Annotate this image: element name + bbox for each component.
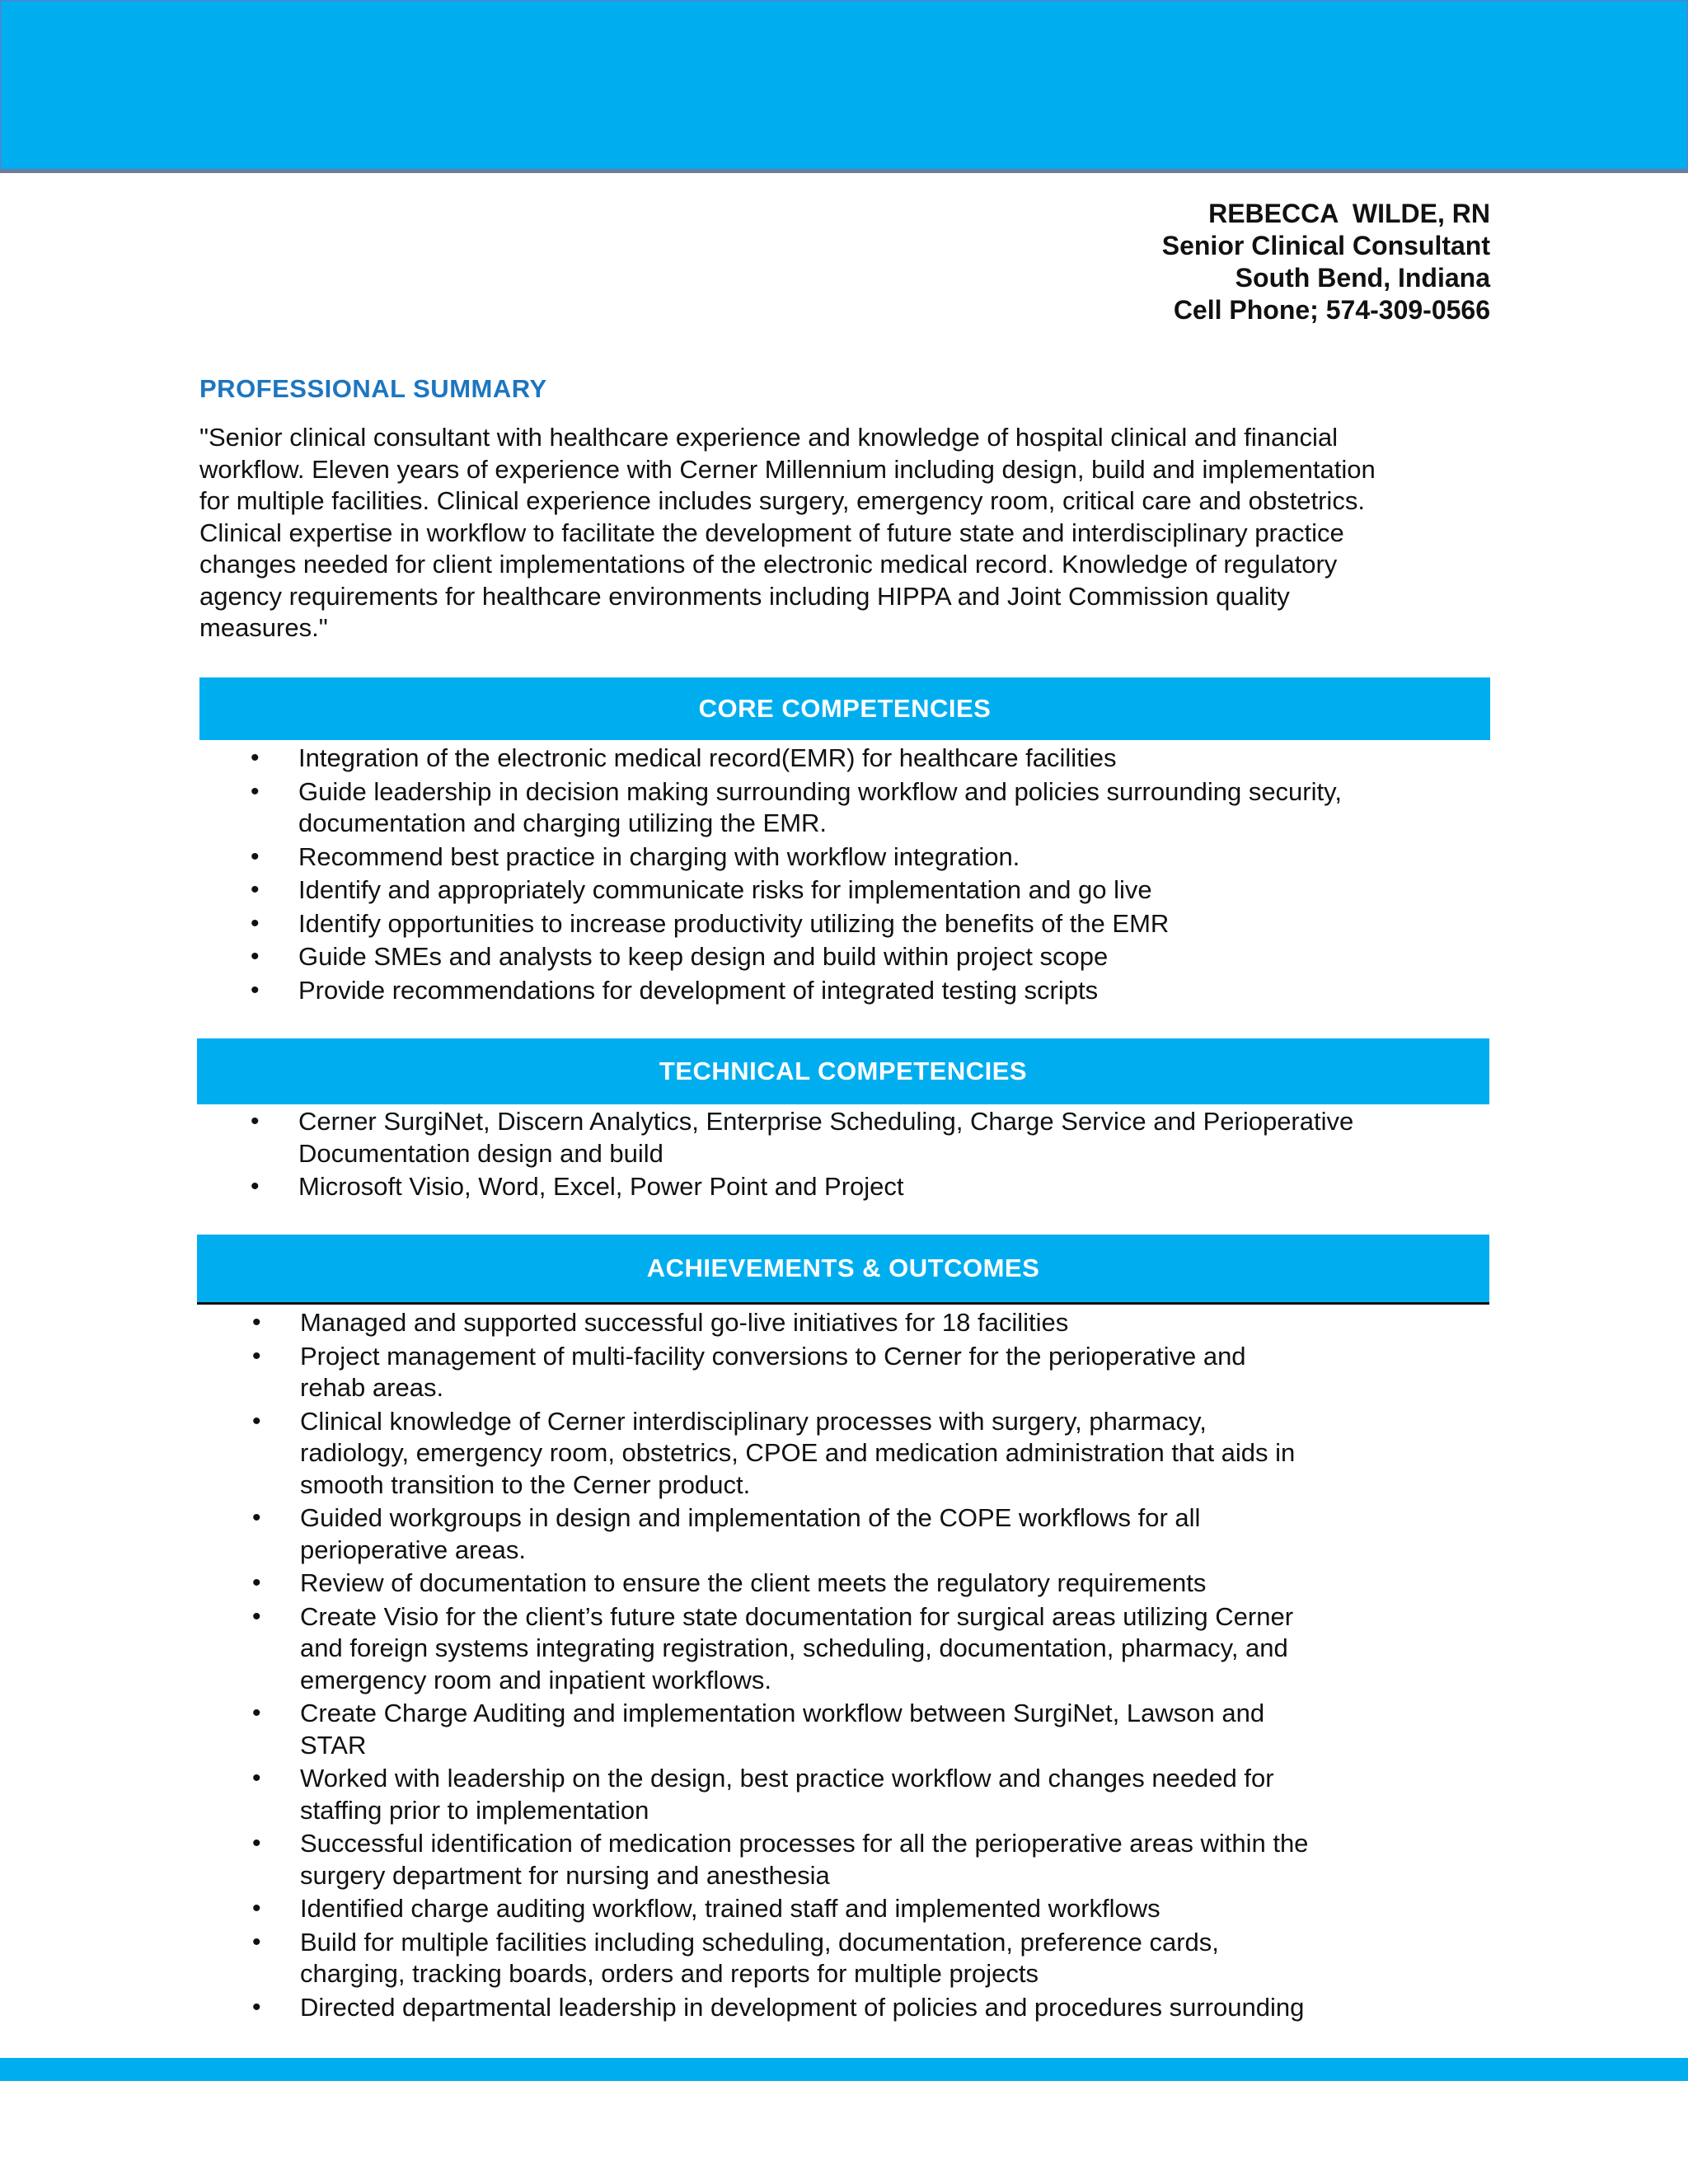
bullet-icon: • — [252, 1993, 261, 2021]
list-item-text: Documentation design and build — [298, 1138, 663, 1168]
summary-line: changes needed for client implementations of the electronic medical record. Knowledge of regulatory — [199, 550, 1338, 579]
list-item-text: Guide leadership in decision making surrounding workflow and policies surrounding security, — [298, 776, 1342, 806]
list-item — [251, 975, 1485, 1007]
list-item-text: Provide recommendations for development of integrated testing scripts — [298, 975, 1099, 1005]
list-item-text: Integration of the electronic medical record(EMR) for healthcare facilities — [298, 743, 1117, 772]
list-item — [251, 776, 1485, 840]
list-item — [252, 1698, 1487, 1761]
bullet-icon: • — [252, 1765, 261, 1792]
contact-block — [1162, 198, 1490, 326]
list-item — [252, 1601, 1487, 1697]
technical-competencies-band — [197, 1038, 1489, 1104]
bullet-icon: • — [251, 842, 260, 870]
list-item — [252, 1502, 1487, 1566]
list-item-text: surgery department for nursing and anesthesia — [300, 1860, 830, 1890]
list-item — [251, 1106, 1485, 1169]
list-item-text: and foreign systems integrating registration, scheduling, documentation, pharmacy, and — [300, 1633, 1288, 1662]
bullet-icon: • — [251, 976, 260, 1004]
list-item-text: staffing prior to implementation — [300, 1795, 649, 1825]
bullet-icon: • — [252, 1407, 261, 1435]
list-item-text: STAR — [300, 1730, 367, 1760]
bullet-icon: • — [251, 876, 260, 903]
list-item-text: Project management of multi-facility conversions to Cerner for the perioperative and — [300, 1341, 1246, 1371]
summary-line: for multiple facilities. Clinical experience includes surgery, emergency room, critical care and obstetrics. — [199, 486, 1365, 515]
header-banner — [0, 0, 1688, 173]
list-item-text: charging, tracking boards, orders and reports for multiple projects — [300, 1959, 1039, 1988]
list-item — [252, 1406, 1487, 1502]
list-item — [252, 1341, 1487, 1404]
core-competencies-heading: CORE COMPETENCIES — [698, 694, 992, 723]
list-item — [251, 908, 1485, 940]
list-item-text: emergency room and inpatient workflows. — [300, 1665, 772, 1694]
candidate-location: South Bend, Indiana — [1235, 263, 1490, 293]
achievements-band — [197, 1235, 1489, 1305]
bullet-icon: • — [252, 1342, 261, 1370]
list-item-text: Create Visio for the client’s future state documentation for surgical areas utilizing Cerner — [300, 1601, 1294, 1631]
bullet-icon: • — [252, 1895, 261, 1922]
achievements-heading: ACHIEVEMENTS & OUTCOMES — [646, 1254, 1040, 1282]
bullet-icon: • — [252, 1699, 261, 1727]
core-competencies-list — [251, 743, 1485, 1008]
list-item-text: radiology, emergency room, obstetrics, CPOE and medication administration that aids in — [300, 1438, 1296, 1467]
bullet-icon: • — [252, 1602, 261, 1630]
list-item-text: Identify opportunities to increase productivity utilizing the benefits of the EMR — [298, 908, 1170, 938]
bullet-icon: • — [252, 1309, 261, 1336]
list-item-text: Successful identification of medication processes for all the perioperative areas within the — [300, 1829, 1309, 1858]
list-item — [252, 1893, 1487, 1925]
list-item — [251, 941, 1485, 973]
list-item-text: Managed and supported successful go-live initiatives for 18 facilities — [300, 1308, 1069, 1337]
bullet-icon: • — [252, 1504, 261, 1531]
list-item-text: Build for multiple facilities including scheduling, documentation, preference cards, — [300, 1927, 1219, 1957]
list-item-text: Identified charge auditing workflow, trained staff and implemented workflows — [300, 1894, 1160, 1923]
list-item-text: Microsoft Visio, Word, Excel, Power Point and Project — [298, 1172, 904, 1201]
list-item — [251, 1171, 1485, 1203]
bullet-icon: • — [251, 744, 260, 771]
list-item — [252, 1568, 1487, 1600]
candidate-title: Senior Clinical Consultant — [1161, 231, 1490, 260]
candidate-phone: Cell Phone; 574-309-0566 — [1173, 295, 1490, 325]
list-item — [251, 743, 1485, 775]
list-item-text: smooth transition to the Cerner product. — [300, 1469, 751, 1499]
core-competencies-band — [199, 677, 1490, 740]
bullet-icon: • — [252, 1928, 261, 1956]
list-item-text: Directed departmental leadership in development of policies and procedures surrounding — [300, 1992, 1305, 2022]
bullet-icon: • — [251, 943, 260, 970]
bullet-icon: • — [252, 1830, 261, 1857]
summary-line: workflow. Eleven years of experience with Cerner Millennium including design, build and implementation — [199, 454, 1376, 484]
bullet-icon: • — [252, 1569, 261, 1596]
list-item — [252, 1927, 1487, 1990]
summary-line: "Senior clinical consultant with healthcare experience and knowledge of hospital clinical and financial — [199, 423, 1338, 452]
summary-heading: PROFESSIONAL SUMMARY — [199, 374, 547, 403]
list-item-text: perioperative areas. — [300, 1535, 526, 1564]
candidate-name: REBECCA WILDE, RN — [1208, 199, 1490, 228]
summary-line: Clinical expertise in workflow to facilitate the development of future state and interdisciplinary practice — [199, 518, 1344, 547]
list-item — [252, 1992, 1487, 2024]
bullet-icon: • — [251, 1108, 260, 1135]
list-item-text: Create Charge Auditing and implementation workflow between SurgiNet, Lawson and — [300, 1699, 1265, 1727]
list-item-text: rehab areas. — [300, 1373, 444, 1402]
list-item — [252, 1763, 1487, 1826]
summary-line: measures." — [199, 613, 328, 642]
list-item — [252, 1828, 1487, 1891]
achievements-list — [252, 1307, 1487, 2025]
list-item — [251, 841, 1485, 874]
list-item-text: Review of documentation to ensure the client meets the regulatory requirements — [300, 1568, 1207, 1597]
list-item-text: Cerner SurgiNet, Discern Analytics, Enterprise Scheduling, Charge Service and Perioperative — [298, 1107, 1354, 1136]
list-item-text: Identify and appropriately communicate risks for implementation and go live — [298, 875, 1152, 904]
list-item-text: Recommend best practice in charging with workflow integration. — [298, 841, 1020, 871]
list-item — [251, 874, 1485, 907]
list-item-text: Guide SMEs and analysts to keep design and build within project scope — [298, 942, 1109, 971]
list-item-text: Clinical knowledge of Cerner interdisciplinary processes with surgery, pharmacy, — [300, 1406, 1207, 1436]
summary-text — [199, 422, 1485, 644]
summary-line: agency requirements for healthcare environments including HIPPA and Joint Commission quality — [199, 581, 1290, 611]
list-item-text: Worked with leadership on the design, best practice workflow and changes needed for — [300, 1764, 1274, 1793]
technical-competencies-list — [251, 1106, 1485, 1205]
list-item-text: Guided workgroups in design and implementation of the COPE workflows for all — [300, 1503, 1201, 1532]
list-item — [252, 1307, 1487, 1339]
technical-competencies-heading: TECHNICAL COMPETENCIES — [659, 1057, 1028, 1085]
bullet-icon: • — [251, 1173, 260, 1200]
list-item-text: documentation and charging utilizing the EMR. — [298, 808, 828, 837]
bullet-icon: • — [251, 909, 260, 937]
bullet-icon: • — [251, 777, 260, 805]
footer-stripe — [0, 2058, 1688, 2081]
